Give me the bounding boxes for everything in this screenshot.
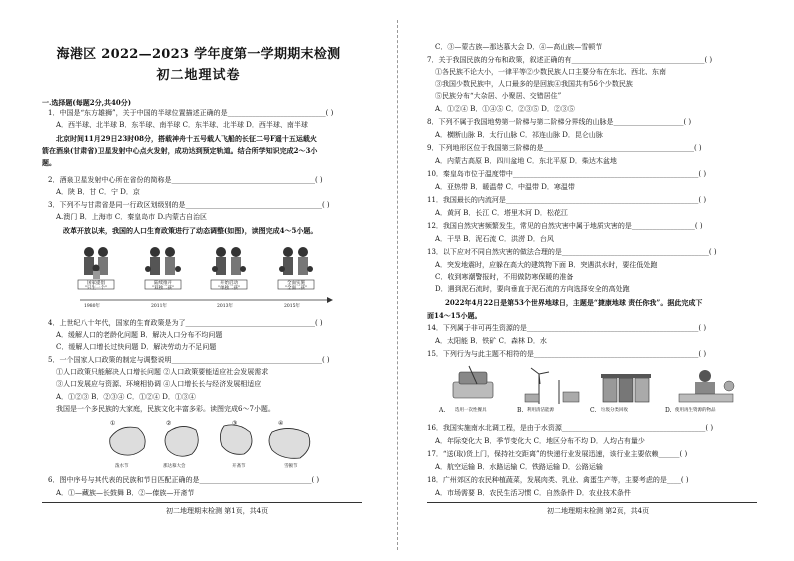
question-6-options: A．①—藏族—长鼓舞 B．②—傣族—开斋节 [56,489,195,497]
question-14-options: A．太阳能 B．铁矿 C．森林 D．水 [435,337,547,345]
question-16-options: A．年际变化大 B．季节变化大 C．地区分布不均 D．人均占有量少 [435,437,645,445]
page-footer: 初二地理期末检测 第2页，共4页 [547,507,650,515]
timeline-year-1: 1980年 [84,304,100,309]
question-13-options: C．收到寒潮警报时，不用做防寒保暖的准备 [435,273,574,281]
icon-letter-d: D. [665,407,672,414]
question-7-statements: ①各民族不论大小，一律平等②少数民族人口主要分布在东北、西北、东南 [435,68,666,76]
footer-rule [42,502,362,503]
region-3-shape [220,425,252,454]
recycled-materials-icon [679,370,734,402]
figure-caption-3: 开始启动 "单独二孩" [217,281,241,291]
map-label-4: ④ [278,420,284,427]
question-6-options: C．③—蒙古族—那达慕大会 D．④—高山族—雪顿节 [435,43,603,51]
question-3-options: A.澳门 B．上海市 C．秦皇岛市 D.内蒙古自治区 [56,213,208,221]
figure-caption-2: 陆续推开 "双独二孩" [151,281,175,291]
icon-caption-b: 利用清洁能源 [527,408,554,413]
question-12-options: A．干旱 B．泥石流 C．洪涝 D．台风 [435,235,554,243]
icon-letter-c: C. [590,407,597,414]
earth-day-icons [439,364,759,408]
question-7-statements: ③我国少数民族中，人口最多的是回族④我国共有56个少数民族 [435,80,633,88]
festival-label: 雪顿节 [284,464,298,469]
region-1-shape [110,427,145,455]
question-5: 5．一个国家人口政策的制定与调整说明___________________________________________( ) [48,356,330,364]
passage-line: 面14～15小题。 [427,311,482,320]
question-14: 14．下列属于非可再生资源的是_________________________________________________( ) [427,324,707,332]
passage-line: 题。 [42,158,56,167]
question-5-statements: ①人口政策只能解决人口增长问题 ②人口政策要能适应社会发展需求 [56,368,269,376]
disposable-tableware-icon [453,366,493,398]
question-4: 4．上世纪八十年代，国家的生育政策是为了_____________________________________( ) [48,319,323,327]
passage-line: 改革开放以来，我国的人口生育政策进行了动态调整(如图)，读图完成4～5小题。 [63,226,318,235]
question-10-options: A．亚热带 B．暖温带 C．中温带 D．寒温带 [435,183,575,191]
question-4-options: A．缓解人口的老龄化问题 B．解决人口分布不均问题 [56,331,223,339]
question-18-options: A．市场需要 B．农民生活习惯 C．自然条件 D．农业技术条件 [435,489,631,497]
question-8: 8．下列不属于我国地势第一阶梯与第二阶梯分界线的山脉是____________________( ) [427,118,692,126]
question-18: 18．广州郊区的农民种植蔬菜，发展肉类、乳业、禽蛋生产等，主要考虑的是____( ) [427,476,689,484]
question-17-options: A．航空运输 B．水路运输 C．铁路运输 D．公路运输 [435,463,603,471]
footer-rule [427,502,757,503]
map-label-3: ③ [232,420,238,427]
question-16: 16．我国实施南水北调工程，是由于水资源_________________________________________( ) [427,424,714,432]
question-13-options: D．遇到泥石流时，要向垂直于泥石流的方向选择安全的高处跑 [435,285,630,293]
question-11-options: A．黄河 B．长江 C．塔里木河 D．松花江 [435,209,568,217]
question-6: 6．图中序号与其代表的民族和节日匹配正确的是________________________________( ) [48,476,320,484]
question-9: 9．下列地形区位于我国第三阶梯的是___________________________________________( ) [427,144,702,152]
page-footer: 初二地理期末检测 第1页，共4页 [166,507,269,515]
timeline-year-4: 2015年 [284,304,300,309]
question-10: 10．秦皇岛市位于温度带中_____________________________________________________( ) [427,170,707,178]
exam-subtitle: 初二地理试卷 [156,68,241,83]
question-7-statements: ⑤民族分布“大杂居、小聚居、交错居住” [435,92,562,100]
region-2-shape [165,426,198,456]
festival-label: 那达慕大会 [163,464,186,469]
question-7: 7．关于我国民族的分布和政策，叙述正确的有______________________________________( ) [427,56,713,64]
timeline-year-3: 2013年 [217,304,233,309]
question-4-options: C．缓解人口增长过快问题 D．解决劳动力不足问题 [56,343,217,351]
passage-line: 北京时间11月29日23时08分，搭载神舟十五号载人飞船的长征二号F遥十五运载火 [56,134,317,143]
question-12: 12．我国自然灾害频繁发生，常见的自然灾害中属于地质灾害的是__________________( ) [427,222,703,230]
icon-caption-c: 垃圾分类回收 [601,408,628,413]
figure-caption-1: 国家提倡 "只生一个" [84,281,108,291]
garbage-sorting-icon [601,374,651,402]
map-label-2: ② [166,420,172,427]
icon-letter-b: B. [517,407,524,414]
question-9-options: A．内蒙古高原 B．四川盆地 C．东北平原 D．柴达木盆地 [435,157,617,165]
figure-caption-4: 全面实施 "全面二孩" [284,281,308,291]
question-1-options: A．西半球、北半球 B．东半球、南半球 C．东半球、北半球 D．西半球、南半球 [56,121,308,129]
question-8-options: A．横断山脉 B．太行山脉 C．祁连山脉 D．昆仑山脉 [435,131,603,139]
passage-line: 2022年4月22日是第53个世界地球日，主题是“捷康地球 责任你我”。据此完成下 [445,298,703,307]
clean-energy-icon [525,368,579,404]
question-2-options: A．陕 B．甘 C．宁 D．京 [56,188,140,196]
question-11: 11．我国最长的内流河是_______________________________________________________( ) [427,196,707,204]
passage-line: 我国是一个多民族的大家庭，民族文化丰富多彩。读图完成6～7小题。 [56,405,275,413]
question-1: 1．中国是“东方雄狮”，关于中国的半球位置描述正确的是____________________________( ) [48,109,334,117]
festival-label: 开斋节 [232,464,246,469]
exam-page-2 [397,0,794,561]
question-13-options: A．突发地震时，应躲在高大的建筑物下面 B．突遇洪水时，要往低处跑 [435,261,658,269]
festival-label: 泼水节 [115,464,129,469]
section-header: 一.选择题(每题2分,共40分) [42,98,132,107]
region-4-shape [269,428,310,458]
question-15: 15．下列行为与此主题不相符的是_______________________________________________( ) [427,350,707,358]
exam-title: 海港区 2022—2023 学年度第一学期期末检测 [56,47,341,62]
question-3: 3．下列不与甘肃省是同一行政区划级别的是_______________________________________( ) [48,201,330,209]
icon-letter-a: A. [439,407,446,414]
timeline-year-2: 2011年 [151,304,167,309]
question-2: 2．酒泉卫星发射中心所在省份的简称是_________________________________________( ) [48,176,323,184]
icon-caption-d: 使用再生资源的物品 [675,408,716,413]
question-13: 13．以下应对不同自然灾害的做法合理的是__________________________________________( ) [427,248,717,256]
timeline-arrow-icon [327,297,333,303]
question-5-options: A．①②③ B．②③④ C．①②④ D．①③④ [56,393,196,401]
question-7-options: A．①②④ B．①④⑤ C．②③⑤ D．②③⑤ [435,105,575,113]
icon-caption-a: 选用一次性餐具 [455,408,487,413]
map-label-1: ① [110,420,116,427]
passage-line: 箭在酒泉(甘肃省)卫星发射中心点火发射，成功达到预定轨道。结合所学知识完成2～3小 [42,146,318,155]
question-17: 17．“送(取)货上门，保持社交距离”的快递行业发展迅速，该行业主要依赖______( ) [427,450,688,458]
question-5-statements: ③人口发展应与资源、环境相协调 ④人口增长长与经济发展相适应 [56,380,262,388]
